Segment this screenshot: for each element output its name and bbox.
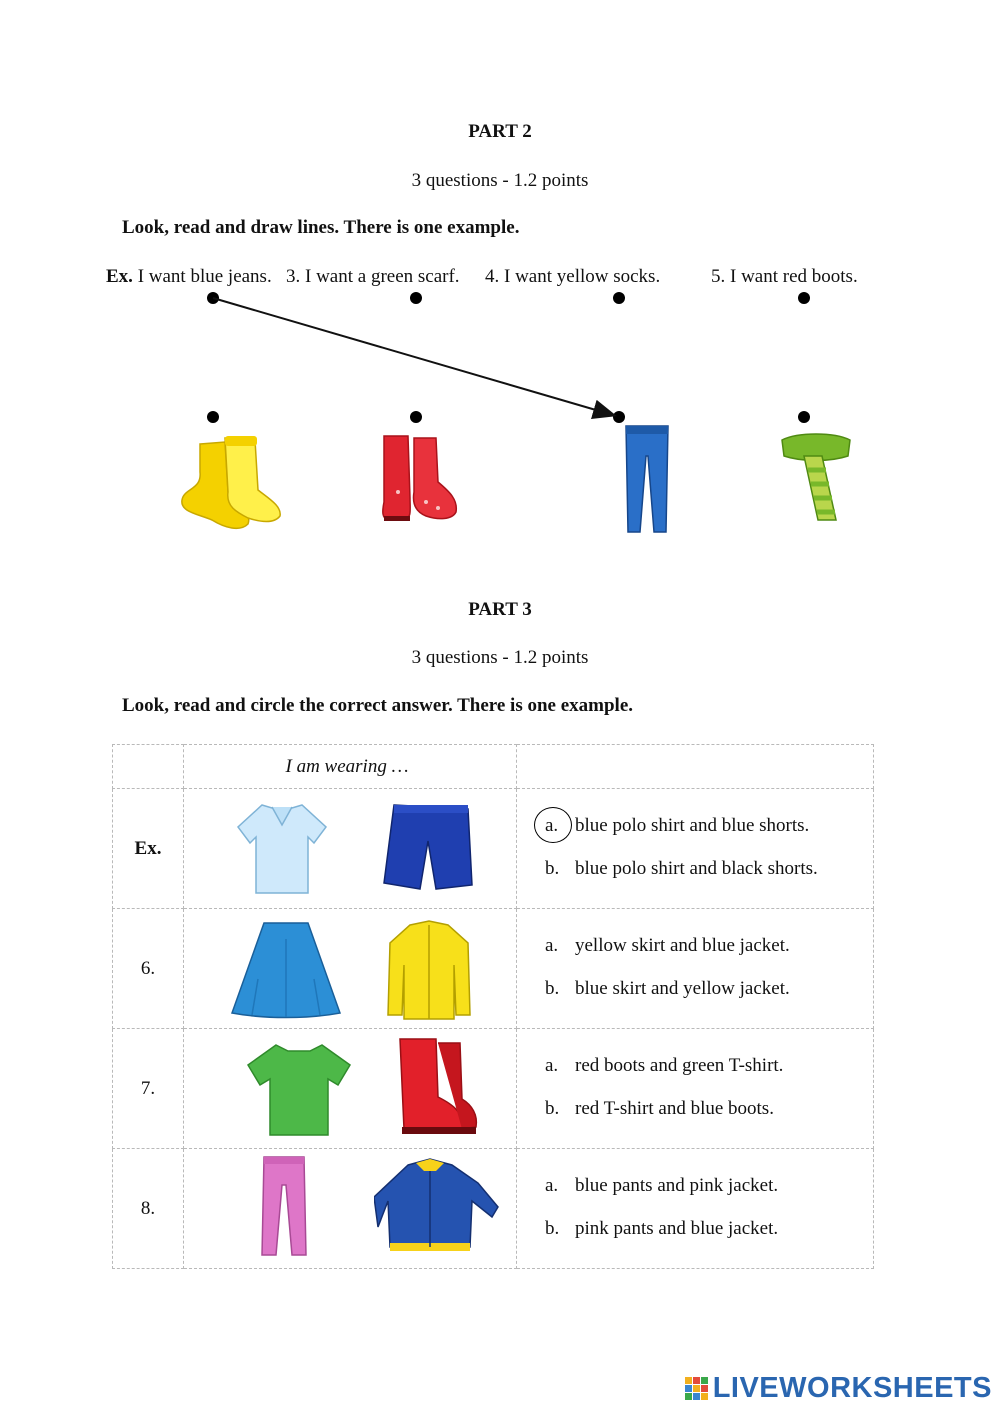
option-letter: b. bbox=[545, 978, 560, 999]
option-letter: a. bbox=[545, 1175, 559, 1196]
option-letter: a. bbox=[545, 1055, 559, 1076]
option-a[interactable] bbox=[545, 1175, 778, 1197]
blue-skirt-picture bbox=[228, 919, 344, 1019]
table-row bbox=[113, 1149, 874, 1269]
row-options bbox=[517, 1149, 874, 1269]
header-wearing bbox=[184, 745, 517, 789]
table-row bbox=[113, 909, 874, 1029]
sentence-5: 5. I want red boots. bbox=[711, 266, 858, 287]
option-letter: b. bbox=[545, 1098, 560, 1119]
option-text: blue polo shirt and blue shorts. bbox=[575, 815, 810, 836]
row-pictures bbox=[184, 1029, 517, 1149]
logo-grid-icon bbox=[685, 1377, 709, 1401]
row-pictures bbox=[184, 909, 517, 1029]
blue-jacket-picture bbox=[374, 1157, 504, 1255]
option-b[interactable] bbox=[545, 858, 818, 880]
part3-instruction: Look, read and circle the correct answer. There is one example. bbox=[122, 695, 634, 716]
row-number: 7. bbox=[113, 1029, 184, 1149]
table-row bbox=[113, 1029, 874, 1149]
green-scarf-picture bbox=[778, 430, 853, 528]
option-b[interactable] bbox=[545, 978, 790, 1000]
header-empty-cell bbox=[113, 745, 184, 789]
option-text: blue skirt and yellow jacket. bbox=[575, 978, 790, 999]
option-a[interactable] bbox=[545, 935, 790, 957]
header-text: I am wearing … bbox=[285, 755, 409, 777]
green-tshirt-picture bbox=[244, 1041, 354, 1139]
red-boots-picture bbox=[378, 432, 462, 524]
part3-subtitle: 3 questions - 1.2 points bbox=[411, 647, 589, 668]
table-row bbox=[113, 789, 874, 909]
row-pictures bbox=[184, 1149, 517, 1269]
row-pictures bbox=[184, 789, 517, 909]
header-empty-cell-2 bbox=[517, 745, 874, 789]
example-connector-line bbox=[0, 0, 1000, 440]
blue-jeans-picture bbox=[622, 424, 672, 536]
logo-text: LIVEWORKSHEETS bbox=[712, 1372, 992, 1404]
pink-pants-picture bbox=[260, 1155, 310, 1259]
table-header-row bbox=[113, 745, 874, 789]
sentence-text: I want blue jeans. bbox=[137, 266, 272, 287]
row-options bbox=[517, 1029, 874, 1149]
row-options bbox=[517, 789, 874, 909]
option-letter: b. bbox=[545, 1218, 560, 1239]
option-text: blue polo shirt and black shorts. bbox=[575, 858, 818, 879]
blue-shorts-picture bbox=[380, 801, 476, 897]
sentence-4: 4. I want yellow socks. bbox=[485, 266, 661, 287]
part2-instruction: Look, read and draw lines. There is one example. bbox=[122, 217, 520, 238]
row-number: 6. bbox=[113, 909, 184, 1029]
option-text: blue pants and pink jacket. bbox=[575, 1175, 779, 1196]
row-number: Ex. bbox=[113, 789, 184, 909]
option-a[interactable] bbox=[545, 1055, 783, 1077]
part2-title: PART 2 bbox=[468, 121, 532, 142]
option-text: pink pants and blue jacket. bbox=[575, 1218, 779, 1239]
yellow-jacket-picture bbox=[384, 919, 474, 1023]
option-b[interactable] bbox=[545, 1218, 778, 1240]
blue-polo-shirt-picture bbox=[234, 799, 330, 899]
liveworksheets-logo bbox=[685, 1372, 992, 1405]
option-letter: a. bbox=[545, 935, 559, 956]
option-text: red boots and green T-shirt. bbox=[575, 1055, 784, 1076]
part2-subtitle: 3 questions - 1.2 points bbox=[411, 170, 589, 191]
answer-table bbox=[112, 744, 874, 1269]
row-options bbox=[517, 909, 874, 1029]
part3-title: PART 3 bbox=[468, 599, 532, 620]
option-letter: a. bbox=[545, 815, 559, 836]
option-text: red T-shirt and blue boots. bbox=[575, 1098, 774, 1119]
sentence-3: 3. I want a green scarf. bbox=[286, 266, 460, 287]
option-letter: b. bbox=[545, 858, 560, 879]
row-number: 8. bbox=[113, 1149, 184, 1269]
option-text: yellow skirt and blue jacket. bbox=[575, 935, 790, 956]
yellow-socks-picture bbox=[170, 432, 290, 537]
option-a[interactable] bbox=[545, 815, 809, 837]
option-b[interactable] bbox=[545, 1098, 774, 1120]
example-label: Ex. bbox=[106, 266, 133, 287]
red-rain-boots-picture bbox=[398, 1035, 482, 1139]
